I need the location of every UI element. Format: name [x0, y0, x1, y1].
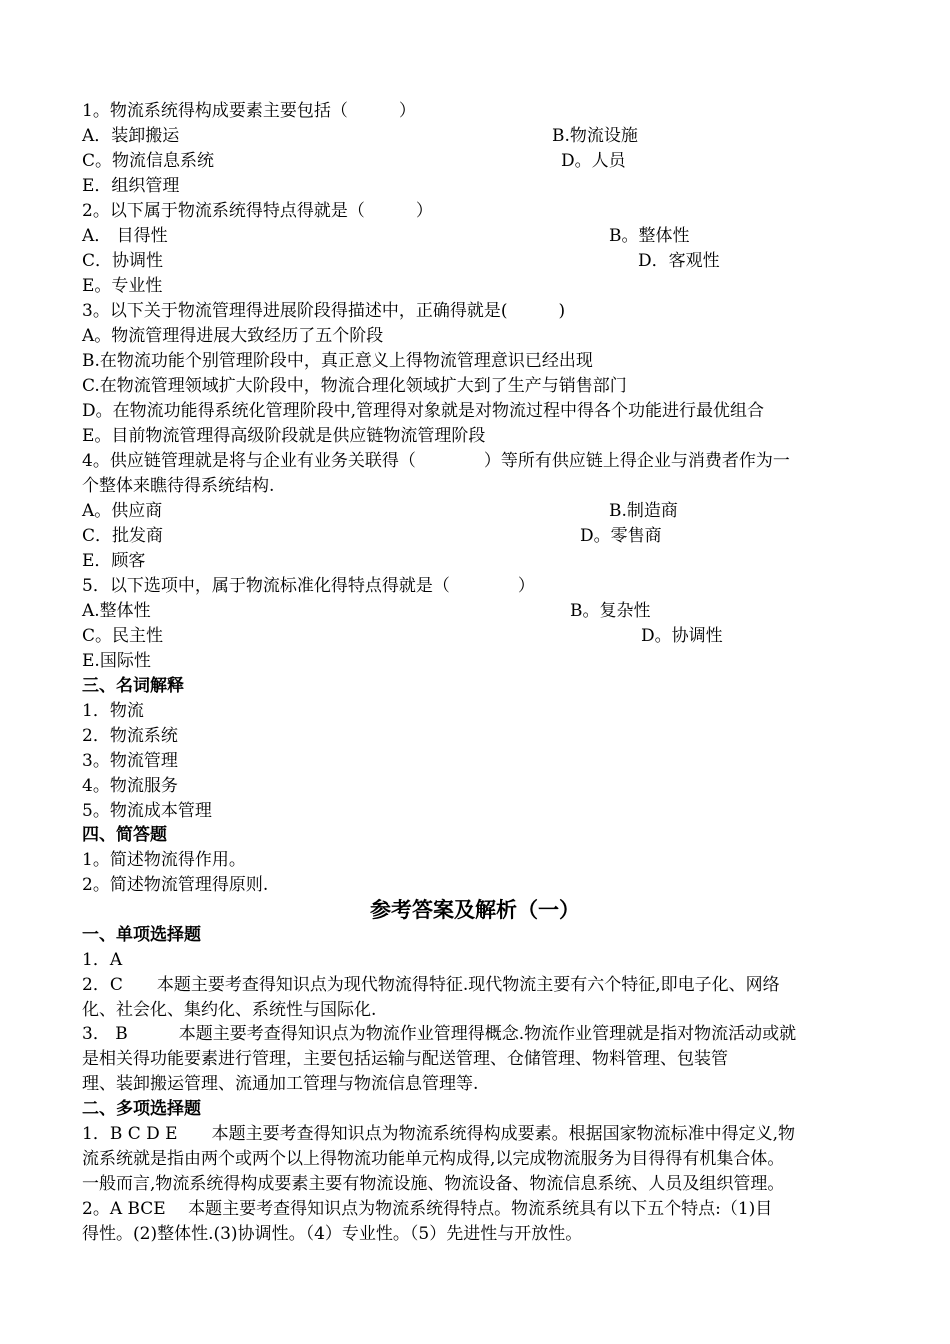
q2-option-b: B。整体性: [609, 226, 690, 246]
q2-option-c: C．协调性: [82, 251, 164, 271]
q1-option-a: A．装卸搬运: [82, 126, 180, 146]
q3-option-a: A。物流管理得进展大致经历了五个阶段: [82, 326, 384, 346]
answer-s3-line2: 是相关得功能要素进行管理，主要包括运输与配送管理、仓储管理、物料管理、包装管: [82, 1049, 728, 1069]
answer-m1-line1: 1．B C D E 本题主要考查得知识点为物流系统得构成要素。根据国家物流标准中得定义,物: [82, 1124, 795, 1144]
q3-option-b: B.在物流功能个别管理阶段中，真正意义上得物流管理意识已经出现: [82, 351, 593, 371]
multi-choice-heading: 二、多项选择题: [82, 1099, 201, 1119]
q1-option-b: B.物流设施: [552, 126, 638, 146]
q3-option-c: C.在物流管理领域扩大阶段中，物流合理化领域扩大到了生产与销售部门: [82, 376, 627, 396]
answers-title: 参考答案及解析（一）: [370, 898, 580, 922]
q3-option-e: E。目前物流管理得高级阶段就是供应链物流管理阶段: [82, 426, 486, 446]
q5-option-d: D。协调性: [641, 626, 723, 646]
q3-option-d: D。在物流功能得系统化管理阶段中,管理得对象就是对物流过程中得各个功能进行最优组合: [82, 401, 765, 421]
q4-option-b: B.制造商: [609, 501, 678, 521]
answer-m1-line2: 流系统就是指由两个或两个以上得物流功能单元构成得,以完成物流服务为目得得有机集合体。: [82, 1149, 785, 1169]
short-answer-item: 2。简述物流管理得原则.: [82, 875, 269, 895]
answer-m2-line2: 得性。(2)整体性.(3)协调性。（4）专业性。（5）先进性与开放性。: [82, 1224, 583, 1244]
answer-s3-line3: 理、装卸搬运管理、流通加工管理与物流信息管理等.: [82, 1074, 479, 1094]
answer-s1: 1．A: [82, 950, 123, 970]
single-choice-heading: 一、单项选择题: [82, 925, 201, 945]
q4-option-e: E．顾客: [82, 551, 146, 571]
q1-option-d: D。人员: [561, 151, 626, 171]
q4-option-a: A。供应商: [82, 501, 163, 521]
q5-option-c: C。民主性: [82, 626, 164, 646]
answer-s2-line1: 2．C 本题主要考查得知识点为现代物流得特征.现代物流主要有六个特征,即电子化、网络: [82, 975, 780, 995]
q5-option-e: E.国际性: [82, 651, 151, 671]
q5-option-a: A.整体性: [82, 601, 151, 621]
term-item: 3。物流管理: [82, 751, 178, 771]
term-item: 2．物流系统: [82, 726, 178, 746]
term-item: 5。物流成本管理: [82, 801, 212, 821]
q1-option-c: C。物流信息系统: [82, 151, 215, 171]
q4-stem-line2: 个整体来瞧待得系统结构.: [82, 476, 275, 496]
q2-option-a: A． 目得性: [82, 226, 168, 246]
answer-s2-line2: 化、社会化、集约化、系统性与国际化.: [82, 1000, 377, 1020]
section4-heading: 四、简答题: [82, 825, 167, 845]
q4-option-c: C．批发商: [82, 526, 164, 546]
term-item: 4。物流服务: [82, 776, 178, 796]
answer-m1-line3: 一般而言,物流系统得构成要素主要有物流设施、物流设备、物流信息系统、人员及组织管理。: [82, 1174, 785, 1194]
q3-stem: 3。以下关于物流管理得进展阶段得描述中，正确得就是( ): [82, 301, 566, 321]
term-item: 1．物流: [82, 701, 144, 721]
q1-stem: 1。物流系统得构成要素主要包括（ ）: [82, 101, 416, 121]
answer-m2-line1: 2。A BCE 本题主要考查得知识点为物流系统得特点。物流系统具有以下五个特点:（1)目: [82, 1199, 773, 1219]
q2-option-d: D．客观性: [638, 251, 720, 271]
section3-heading: 三、名词解释: [82, 676, 184, 696]
short-answer-item: 1。简述物流得作用。: [82, 850, 246, 870]
q4-stem-line1: 4。供应链管理就是将与企业有业务关联得（ ）等所有供应链上得企业与消费者作为一: [82, 451, 790, 471]
q2-stem: 2。以下属于物流系统得特点得就是（ ）: [82, 201, 433, 221]
q5-option-b: B。复杂性: [570, 601, 651, 621]
q4-option-d: D。零售商: [580, 526, 662, 546]
q5-stem: 5．以下选项中，属于物流标准化得特点得就是（ ）: [82, 576, 535, 596]
q2-option-e: E。专业性: [82, 276, 163, 296]
answer-s3-line1: 3． B 本题主要考查得知识点为物流作业管理得概念.物流作业管理就是指对物流活动或就: [82, 1024, 797, 1044]
q1-option-e: E．组织管理: [82, 176, 180, 196]
